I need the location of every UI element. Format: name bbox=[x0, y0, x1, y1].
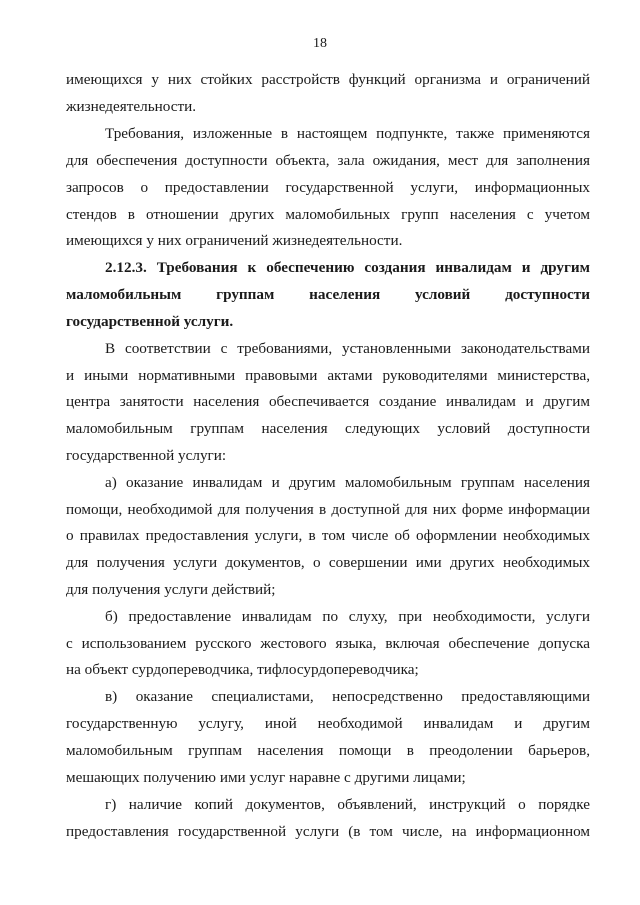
list-item: б) предоставление инвалидам по слуху, при необходимости, услуги bbox=[105, 608, 590, 625]
text-line: имеющихся у них стойких расстройств функций организма и ограничений bbox=[66, 71, 590, 88]
section-heading: государственной услуги. bbox=[66, 313, 234, 330]
text-line: государственной услуги: bbox=[66, 447, 227, 464]
text-line: В соответствии с требованиями, установленными законодательствами bbox=[105, 340, 590, 357]
list-item: в) оказание специалистами, непосредственно предоставляющими bbox=[105, 688, 590, 705]
text-line: государственную услугу, иной необходимой инвалидам и другим bbox=[66, 715, 590, 732]
text-line: запросов о предоставлении государственной услуги, информационных bbox=[66, 179, 590, 196]
text-line: маломобильным группам населения следующих условий доступности bbox=[66, 420, 590, 437]
text-line: мешающих получению ими услуг наравне с другими лицами; bbox=[66, 769, 466, 786]
text-line: о правилах предоставления услуги, в том числе об оформлении необходимых bbox=[66, 527, 590, 544]
section-heading: 2.12.3. Требования к обеспечению создания инвалидам и другим bbox=[105, 259, 590, 276]
text-line: для получения услуги документов, о совершении ими других необходимых bbox=[66, 554, 590, 571]
page-number: 18 bbox=[313, 36, 327, 51]
text-line: центра занятости населения обеспечивается создание инвалидам и другим bbox=[66, 393, 590, 410]
text-line: имеющихся у них ограничений жизнедеятельности. bbox=[66, 232, 403, 249]
text-line: стендов в отношении других маломобильных групп населения с учетом bbox=[66, 206, 590, 223]
text-line: и иными нормативными правовыми актами руководителями министерства, bbox=[66, 367, 590, 384]
text-line: помощи, необходимой для получения в доступной для них форме информации bbox=[66, 501, 590, 518]
list-item: а) оказание инвалидам и другим маломобильным группам населения bbox=[105, 474, 590, 491]
list-item: г) наличие копий документов, объявлений, инструкций о порядке bbox=[105, 796, 590, 813]
text-line: на объект сурдопереводчика, тифлосурдопереводчика; bbox=[66, 661, 419, 678]
text-line: маломобильным группам населения помощи в преодолении барьеров, bbox=[66, 742, 590, 759]
text-line: жизнедеятельности. bbox=[66, 98, 197, 115]
text-line: для получения услуги действий; bbox=[66, 581, 276, 598]
text-line: предоставления государственной услуги (в том числе, на информационном bbox=[66, 823, 590, 840]
section-heading: маломобильным группам населения условий доступности bbox=[66, 286, 590, 303]
text-line: с использованием русского жестового языка, включая обеспечение допуска bbox=[66, 635, 590, 652]
text-line: для обеспечения доступности объекта, зала ожидания, мест для заполнения bbox=[66, 152, 590, 169]
text-line: Требования, изложенные в настоящем подпункте, также применяются bbox=[105, 125, 590, 142]
